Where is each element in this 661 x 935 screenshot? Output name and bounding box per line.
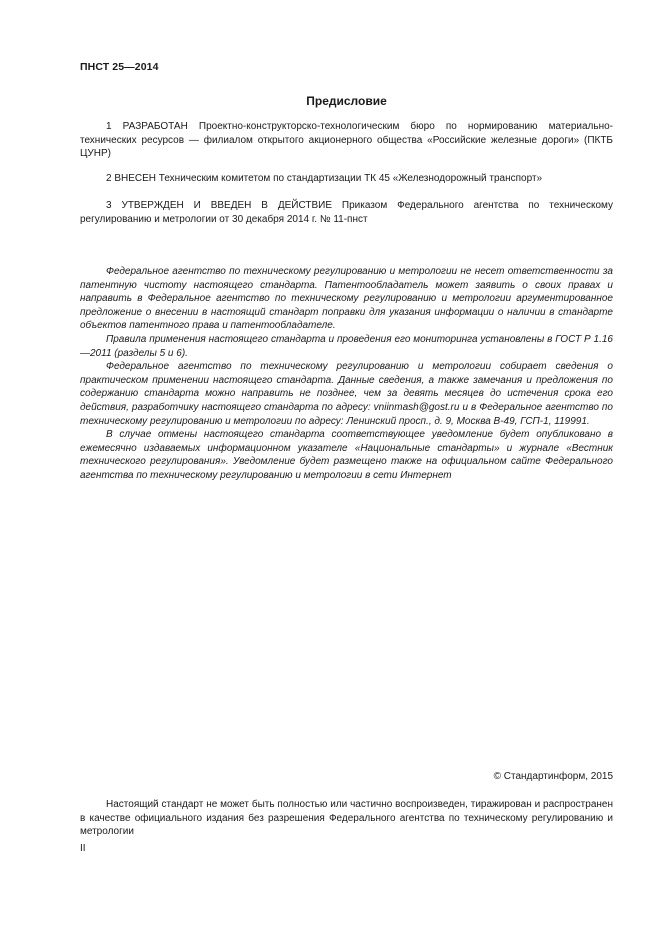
copyright: © Стандартинформ, 2015: [493, 771, 613, 782]
reproduction-notice: Настоящий стандарт не может быть полностью или частично воспроизведен, тиражирован и распространен в качестве официального издания без разрешения Федерального агентства по техническому регулированию и метрологии: [80, 799, 613, 838]
notice-feedback: Федеральное агентство по техническому регулированию и метрологии собирает сведения о практическом применении настоящего стандарта. Данные сведения, а также замечания и предложения по содержанию стандарта можно направить не позднее, чем за девять месяцев до истечения срока его действия, разработчику настоящего стандарта по адресу: vniinmash@gost.ru и в Федеральное агентство по техническому регулированию и метрологии по адресу: Ленинский просп., д. 9, Москва В-49, ГСП-1, 119991.: [80, 361, 613, 427]
foreword-item-1-block: [80, 120, 613, 161]
foreword-item-2: 2 ВНЕСЕН Техническим комитетом по стандартизации ТК 45 «Железнодорожный транспорт»: [106, 173, 543, 184]
document-code: ПНСТ 25—2014: [80, 61, 159, 73]
page-title: Предисловие: [306, 94, 387, 108]
notice-application-rules: Правила применения настоящего стандарта и проведения его мониторинга установлены в ГОСТ Р 1.16—2011 (разделы 5 и 6).: [80, 333, 613, 359]
foreword-item-1: 1 РАЗРАБОТАН Проектно-конструкторско-технологическим бюро по нормированию материально-технических ресурсов — филиалом открытого акционерного общества «Российские железные дороги» (ПКТБ ЦУНР): [80, 121, 613, 160]
notice-patent: Федеральное агентство по техническому регулированию и метрологии не несет ответственности за патентную чистоту настоящего стандарта. Патентообладатель может заявить о своих правах и направить в Федеральное агентство по техническому регулированию и метрологии аргументированное предложение о внесении в настоящий стандарт поправки для указания информации о наличии в стандарте объектов патентного права и патентообладателе.: [80, 266, 613, 332]
foreword-item-3: 3 УТВЕРЖДЕН И ВВЕДЕН В ДЕЙСТВИЕ Приказом Федерального агентства по техническому регулированию и метрологии от 30 декабря 2014 г. № 11-пнст: [80, 200, 613, 225]
notices-block: [80, 265, 613, 483]
notice-cancellation: В случае отмены настоящего стандарта соответствующее уведомление будет опубликовано в ежемесячно издаваемых информационном указателе «Национальные стандарты» и журнале «Вестник технического регулирования». Уведомление будет размещено также на официальном сайте Федерального агентства по техническому регулированию и метрологии в сети Интернет: [80, 429, 613, 481]
foreword-item-2-block: [80, 172, 613, 186]
foreword-item-3-block: [80, 199, 613, 226]
reproduction-notice-block: [80, 798, 613, 839]
page-number: II: [80, 843, 86, 854]
